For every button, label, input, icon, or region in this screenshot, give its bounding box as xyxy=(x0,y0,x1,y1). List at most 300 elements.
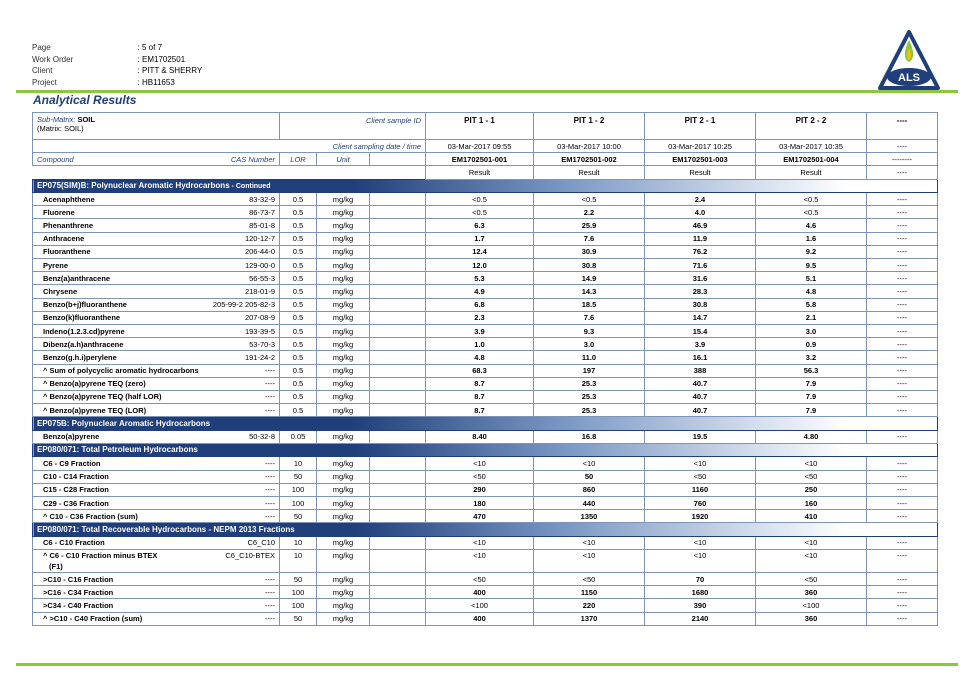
result-value: ---- xyxy=(867,324,938,337)
result-value: ---- xyxy=(867,219,938,232)
unit-label: Unit xyxy=(317,153,370,166)
result-label: ---- xyxy=(867,166,938,179)
unit-value: mg/kg xyxy=(317,338,370,351)
lor-value: 50 xyxy=(280,470,317,483)
lor-value: 0.5 xyxy=(280,338,317,351)
report-header xyxy=(32,42,202,88)
spacer-cell xyxy=(370,338,426,351)
sampling-date-row xyxy=(33,140,938,153)
lor-value: 10 xyxy=(280,550,317,573)
result-value: 440 xyxy=(534,497,645,510)
result-label: Result xyxy=(534,166,645,179)
spacer-cell xyxy=(370,586,426,599)
cas-number: ---- xyxy=(265,379,275,389)
lor-value: 0.5 xyxy=(280,311,317,324)
result-value: ---- xyxy=(867,193,938,206)
result-value: 2140 xyxy=(645,612,756,625)
result-value: ---- xyxy=(867,404,938,417)
sample-id: PIT 1 - 2 xyxy=(534,113,645,140)
lor-value: 50 xyxy=(280,573,317,586)
unit-value: mg/kg xyxy=(317,193,370,206)
compound-name: C15 - C28 Fraction xyxy=(43,485,109,495)
result-value: 71.6 xyxy=(645,259,756,272)
result-value: 9.2 xyxy=(756,245,867,258)
compound-cell xyxy=(33,245,280,258)
result-value: 4.8 xyxy=(756,285,867,298)
lor-value: 0.5 xyxy=(280,390,317,403)
compound-name: Benzo(b+j)fluoranthene xyxy=(43,300,127,310)
result-value: ---- xyxy=(867,573,938,586)
section-title-cell xyxy=(33,443,938,457)
spacer-cell xyxy=(370,390,426,403)
table-row xyxy=(33,351,938,364)
spacer-cell xyxy=(370,206,426,219)
result-value: 2.4 xyxy=(645,193,756,206)
compound-cell xyxy=(33,404,280,417)
result-value: 470 xyxy=(426,510,534,523)
result-value: 1350 xyxy=(534,510,645,523)
result-value: 4.6 xyxy=(756,219,867,232)
result-value: 70 xyxy=(645,573,756,586)
table-row xyxy=(33,324,938,337)
sample-date: 03-Mar-2017 10:00 xyxy=(534,140,645,153)
compound-name: C6 - C10 Fraction xyxy=(43,538,105,548)
result-value: ---- xyxy=(867,510,938,523)
unit-value: mg/kg xyxy=(317,483,370,496)
result-value: <100 xyxy=(756,599,867,612)
compound-name: ^ C10 - C36 Fraction (sum) xyxy=(43,511,138,521)
compound-name: Benzo(g.h.i)perylene xyxy=(43,352,117,362)
cas-number: ---- xyxy=(265,498,275,508)
cas-number: 86-73-7 xyxy=(249,207,275,217)
lor-value: 50 xyxy=(280,612,317,625)
unit-value: mg/kg xyxy=(317,599,370,612)
lab-id-row xyxy=(33,153,938,166)
unit-value: mg/kg xyxy=(317,232,370,245)
result-value: 11.9 xyxy=(645,232,756,245)
compound-cell xyxy=(33,612,280,625)
result-value: 9.3 xyxy=(534,324,645,337)
result-value: 7.9 xyxy=(756,404,867,417)
spacer-cell xyxy=(33,166,426,179)
result-value: 1.6 xyxy=(756,232,867,245)
header-row-page: Page : 5 of 7 xyxy=(32,43,163,53)
sample-date: 03-Mar-2017 10:25 xyxy=(645,140,756,153)
result-value: 1370 xyxy=(534,612,645,625)
compound-cell xyxy=(33,430,280,443)
logo-text: ALS xyxy=(898,72,920,84)
result-value: 3.9 xyxy=(645,338,756,351)
compound-cell xyxy=(33,351,280,364)
cas-number: 207-08-9 xyxy=(244,313,275,323)
unit-value: mg/kg xyxy=(317,497,370,510)
result-value: ---- xyxy=(867,364,938,377)
sub-matrix-label: Sub-Matrix: xyxy=(37,115,76,124)
header-key: Project xyxy=(32,77,57,87)
unit-value: mg/kg xyxy=(317,298,370,311)
result-label: Result xyxy=(645,166,756,179)
result-value: 180 xyxy=(426,497,534,510)
result-value: ---- xyxy=(867,206,938,219)
spacer-cell xyxy=(370,377,426,390)
header-key: Page xyxy=(32,43,51,53)
header-row-project: Project : HB11653 xyxy=(32,77,175,87)
cas-number: 193-39-5 xyxy=(244,326,275,336)
section-title-text: EP075(SIM)B: Polynuclear Aromatic Hydrocarbons xyxy=(37,180,230,190)
compound-name: Benzo(a)pyrene xyxy=(43,432,100,442)
table-row xyxy=(33,430,938,443)
result-value: 388 xyxy=(645,364,756,377)
result-value: 19.5 xyxy=(645,430,756,443)
header-value: EM1702501 xyxy=(142,54,186,64)
compound-name: >C10 - C16 Fraction xyxy=(43,574,114,584)
cas-number: 85-01-8 xyxy=(249,221,275,231)
result-value: 7.9 xyxy=(756,377,867,390)
lor-value: 0.5 xyxy=(280,245,317,258)
result-value: <10 xyxy=(426,457,534,470)
result-value: ---- xyxy=(867,599,938,612)
sub-matrix-value: SOIL xyxy=(77,115,95,124)
compound-name: C10 - C14 Fraction xyxy=(43,472,109,482)
cas-label: CAS Number xyxy=(230,154,275,164)
result-value: <50 xyxy=(645,470,756,483)
cas-number: ---- xyxy=(265,459,275,469)
result-value: 390 xyxy=(645,599,756,612)
compound-name: Chrysene xyxy=(43,286,78,296)
result-value: 28.3 xyxy=(645,285,756,298)
compound-name: ^ Benzo(a)pyrene TEQ (zero) xyxy=(43,379,146,389)
compound-cell xyxy=(33,338,280,351)
cas-number: ---- xyxy=(265,485,275,495)
result-value: 46.9 xyxy=(645,219,756,232)
cas-number: 56-55-3 xyxy=(249,273,275,283)
compound-cell xyxy=(33,206,280,219)
unit-value: mg/kg xyxy=(317,377,370,390)
spacer-cell xyxy=(370,272,426,285)
table-row xyxy=(33,298,938,311)
spacer-cell xyxy=(370,153,426,166)
result-value: <0.5 xyxy=(534,193,645,206)
compound-name: Acenaphthene xyxy=(43,194,95,204)
spacer-cell xyxy=(370,510,426,523)
unit-value: mg/kg xyxy=(317,324,370,337)
result-value: 400 xyxy=(426,612,534,625)
result-value: 12.4 xyxy=(426,245,534,258)
header-value: PITT & SHERRY xyxy=(142,66,203,76)
cas-number: ---- xyxy=(265,472,275,482)
sub-matrix-cell xyxy=(33,113,280,140)
unit-value: mg/kg xyxy=(317,430,370,443)
result-value: 15.4 xyxy=(645,324,756,337)
section-header xyxy=(33,417,938,431)
table-row xyxy=(33,219,938,232)
result-value: ---- xyxy=(867,612,938,625)
result-value: ---- xyxy=(867,390,938,403)
lab-id: -------- xyxy=(867,153,938,166)
cas-number: ---- xyxy=(265,614,275,624)
compound-name: ^ Sum of polycyclic aromatic hydrocarbons xyxy=(43,366,199,376)
result-value: ---- xyxy=(867,298,938,311)
result-value: <10 xyxy=(756,536,867,549)
spacer-cell xyxy=(370,497,426,510)
lor-value: 50 xyxy=(280,510,317,523)
section-title-suffix: - Continued xyxy=(229,182,271,190)
section-title-cell xyxy=(33,523,938,537)
result-value: 1160 xyxy=(645,483,756,496)
cas-number: ---- xyxy=(265,511,275,521)
compound-cell xyxy=(33,232,280,245)
spacer-cell xyxy=(370,612,426,625)
table-row xyxy=(33,390,938,403)
result-value: ---- xyxy=(867,536,938,549)
spacer-cell xyxy=(370,298,426,311)
result-value: ---- xyxy=(867,550,938,573)
result-value: 6.3 xyxy=(426,219,534,232)
spacer-cell xyxy=(370,430,426,443)
cas-number: ---- xyxy=(265,392,275,402)
lab-id: EM1702501-002 xyxy=(534,153,645,166)
result-value: 4.9 xyxy=(426,285,534,298)
table-row xyxy=(33,377,938,390)
result-value: ---- xyxy=(867,232,938,245)
header-row-work-order: Work Order : EM1702501 xyxy=(32,54,186,64)
sample-id: PIT 1 - 1 xyxy=(426,113,534,140)
cas-number: C6_C10 xyxy=(247,538,275,548)
compound-name: >C34 - C40 Fraction xyxy=(43,601,114,611)
compound-name: Benzo(k)fluoranthene xyxy=(43,313,121,323)
result-value: 5.3 xyxy=(426,272,534,285)
lor-value: 0.5 xyxy=(280,193,317,206)
compound-cell xyxy=(33,390,280,403)
result-value: 14.9 xyxy=(534,272,645,285)
section-title-cell xyxy=(33,179,938,193)
compound-cell xyxy=(33,536,280,549)
result-value: 2.1 xyxy=(756,311,867,324)
result-value: ---- xyxy=(867,259,938,272)
compound-cell xyxy=(33,483,280,496)
spacer-cell xyxy=(370,311,426,324)
lor-value: 0.5 xyxy=(280,364,317,377)
spacer-cell xyxy=(370,457,426,470)
result-value: 40.7 xyxy=(645,377,756,390)
lab-id: EM1702501-001 xyxy=(426,153,534,166)
table-row xyxy=(33,193,938,206)
lor-value: 0.5 xyxy=(280,404,317,417)
table-row xyxy=(33,457,938,470)
result-value: 400 xyxy=(426,586,534,599)
compound-cell xyxy=(33,324,280,337)
result-value: ---- xyxy=(867,351,938,364)
cas-number: ---- xyxy=(265,574,275,584)
result-value: 2.2 xyxy=(534,206,645,219)
result-value: <0.5 xyxy=(426,193,534,206)
result-value: <50 xyxy=(426,470,534,483)
section-title xyxy=(37,524,933,536)
compound-cell xyxy=(33,497,280,510)
result-value: 25.3 xyxy=(534,390,645,403)
result-value: 30.8 xyxy=(645,298,756,311)
result-value: ---- xyxy=(867,311,938,324)
result-value: 1.0 xyxy=(426,338,534,351)
lor-value: 0.5 xyxy=(280,298,317,311)
als-logo xyxy=(876,28,942,94)
spacer-cell xyxy=(370,364,426,377)
unit-value: mg/kg xyxy=(317,311,370,324)
section-title xyxy=(37,418,933,430)
table-row xyxy=(33,550,938,573)
result-value: 30.8 xyxy=(534,259,645,272)
section-title xyxy=(37,444,933,456)
spacer-cell xyxy=(370,245,426,258)
result-value: 1150 xyxy=(534,586,645,599)
result-value: 360 xyxy=(756,586,867,599)
result-value: 197 xyxy=(534,364,645,377)
result-value: 30.9 xyxy=(534,245,645,258)
client-id-row xyxy=(33,113,938,140)
spacer-cell xyxy=(370,599,426,612)
cas-number: ---- xyxy=(265,366,275,376)
result-value: 3.9 xyxy=(426,324,534,337)
lor-value: 10 xyxy=(280,536,317,549)
cas-number: ---- xyxy=(265,405,275,415)
spacer-cell xyxy=(370,193,426,206)
result-value: <10 xyxy=(426,536,534,549)
compound-cell xyxy=(33,259,280,272)
sample-date: 03-Mar-2017 10:35 xyxy=(756,140,867,153)
unit-value: mg/kg xyxy=(317,404,370,417)
result-value: <100 xyxy=(426,599,534,612)
result-value: 7.9 xyxy=(756,390,867,403)
cas-number: 120-12-7 xyxy=(244,234,275,244)
table-row xyxy=(33,497,938,510)
unit-value: mg/kg xyxy=(317,245,370,258)
results-table xyxy=(32,112,938,626)
unit-value: mg/kg xyxy=(317,272,370,285)
result-value: 220 xyxy=(534,599,645,612)
result-value: 6.8 xyxy=(426,298,534,311)
result-value: 16.8 xyxy=(534,430,645,443)
compound-name: ^ Benzo(a)pyrene TEQ (LOR) xyxy=(43,405,147,415)
table-row xyxy=(33,272,938,285)
lor-value: 0.5 xyxy=(280,285,317,298)
result-value: 1.7 xyxy=(426,232,534,245)
compound-cell xyxy=(33,510,280,523)
result-value: 0.9 xyxy=(756,338,867,351)
result-value: ---- xyxy=(867,338,938,351)
matrix-line: (Matrix: SOIL) xyxy=(37,124,84,133)
section-header xyxy=(33,523,938,537)
compound-cell xyxy=(33,272,280,285)
cas-number: 50-32-8 xyxy=(249,432,275,442)
table-row xyxy=(33,259,938,272)
result-value: 7.6 xyxy=(534,311,645,324)
lor-value: 0.5 xyxy=(280,351,317,364)
result-value: 760 xyxy=(645,497,756,510)
lor-value: 0.5 xyxy=(280,219,317,232)
sampling-label: Client sampling date / time xyxy=(33,140,426,153)
result-value: <50 xyxy=(756,573,867,586)
header-row-client: Client : PITT & SHERRY xyxy=(32,66,203,76)
compound-cell xyxy=(33,377,280,390)
result-value: 11.0 xyxy=(534,351,645,364)
lor-value: 100 xyxy=(280,497,317,510)
table-row xyxy=(33,510,938,523)
compound-name: Pyrene xyxy=(43,260,69,270)
result-value: 1920 xyxy=(645,510,756,523)
compound-name: Benz(a)anthracene xyxy=(43,273,111,283)
lor-value: 0.5 xyxy=(280,272,317,285)
table-row xyxy=(33,536,938,549)
result-value: 12.0 xyxy=(426,259,534,272)
result-value: 3.0 xyxy=(756,324,867,337)
bottom-divider xyxy=(16,663,958,666)
unit-value: mg/kg xyxy=(317,612,370,625)
result-value: 68.3 xyxy=(426,364,534,377)
spacer-cell xyxy=(370,232,426,245)
section-title-cell xyxy=(33,417,938,431)
cas-number: 53-70-3 xyxy=(249,339,275,349)
compound-name: Fluoranthene xyxy=(43,247,91,257)
table-row xyxy=(33,364,938,377)
result-value: ---- xyxy=(867,430,938,443)
lor-value: 100 xyxy=(280,599,317,612)
table-row xyxy=(33,612,938,625)
header-key: Work Order xyxy=(32,54,74,64)
result-value: 4.80 xyxy=(756,430,867,443)
unit-value: mg/kg xyxy=(317,457,370,470)
compound-cell xyxy=(33,364,280,377)
result-value: 1680 xyxy=(645,586,756,599)
result-value: 3.2 xyxy=(756,351,867,364)
cas-number: C6_C10-BTEX xyxy=(225,551,275,561)
compound-cell xyxy=(33,311,280,324)
table-row xyxy=(33,470,938,483)
unit-value: mg/kg xyxy=(317,573,370,586)
result-value: 7.6 xyxy=(534,232,645,245)
spacer-cell xyxy=(370,536,426,549)
result-value: 4.0 xyxy=(645,206,756,219)
sample-date: ---- xyxy=(867,140,938,153)
result-value: <10 xyxy=(645,550,756,573)
unit-value: mg/kg xyxy=(317,550,370,573)
spacer-cell xyxy=(370,470,426,483)
result-value: 76.2 xyxy=(645,245,756,258)
result-value: 360 xyxy=(756,612,867,625)
result-value: 9.5 xyxy=(756,259,867,272)
result-value: <10 xyxy=(426,550,534,573)
result-value: 14.3 xyxy=(534,285,645,298)
result-value: ---- xyxy=(867,272,938,285)
compound-name: Indeno(1.2.3.cd)pyrene xyxy=(43,326,125,336)
section-header xyxy=(33,179,938,193)
result-value: <10 xyxy=(534,457,645,470)
cas-number: 206-44-0 xyxy=(244,247,275,257)
compound-name: ^ >C10 - C40 Fraction (sum) xyxy=(43,614,143,624)
lor-value: 0.5 xyxy=(280,259,317,272)
spacer-cell xyxy=(370,550,426,573)
result-value: <0.5 xyxy=(756,193,867,206)
result-value: 8.40 xyxy=(426,430,534,443)
table-row xyxy=(33,404,938,417)
compound-cell xyxy=(33,219,280,232)
lor-value: 0.5 xyxy=(280,232,317,245)
result-value: ---- xyxy=(867,470,938,483)
compound-cell xyxy=(33,457,280,470)
result-value: 16.1 xyxy=(645,351,756,364)
unit-value: mg/kg xyxy=(317,285,370,298)
result-value: 2.3 xyxy=(426,311,534,324)
header-key: Client xyxy=(32,66,53,76)
